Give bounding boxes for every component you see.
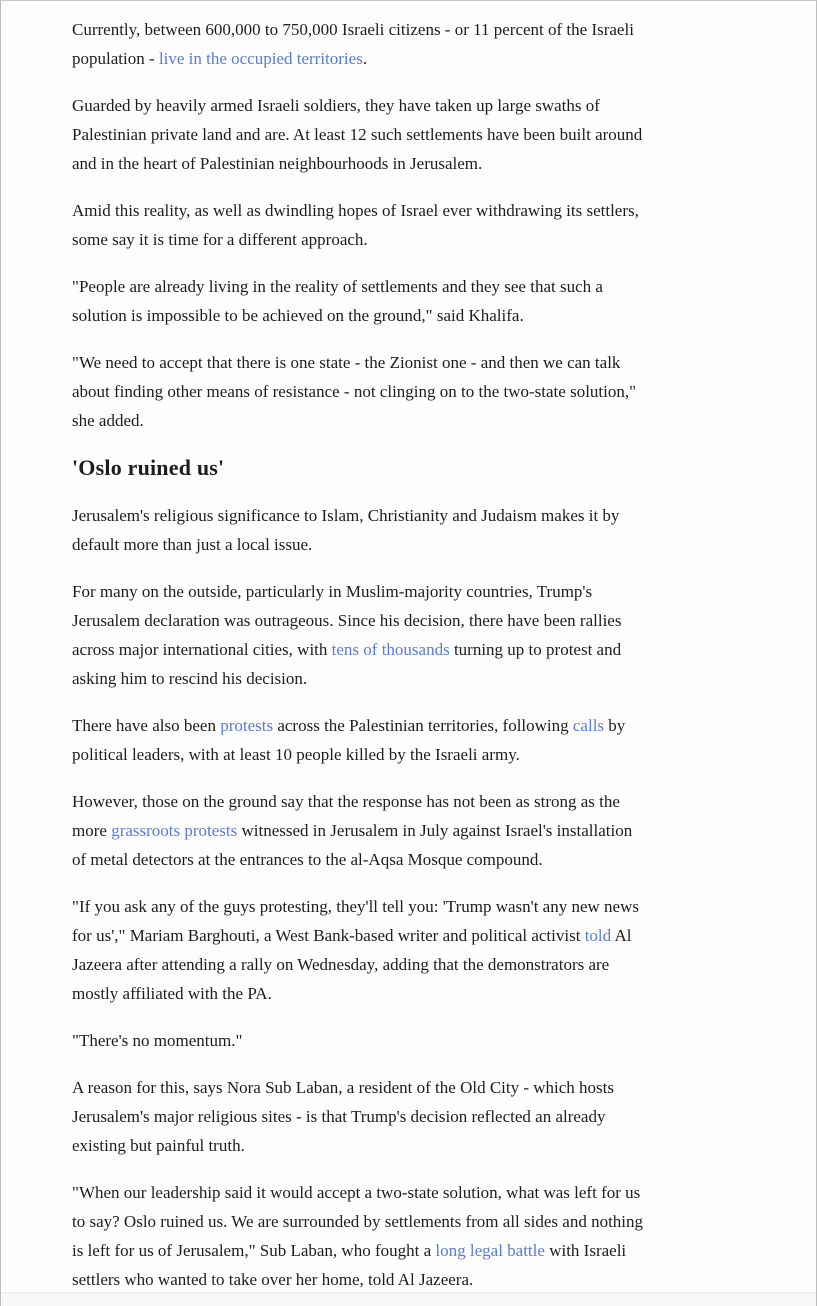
text-run: mostly affiliated with the PA. xyxy=(72,984,272,1003)
section-heading: 'Oslo ruined us' xyxy=(72,455,225,480)
inline-link[interactable]: protests xyxy=(220,716,274,735)
inline-link[interactable]: live in the occupied territories xyxy=(158,49,363,68)
paragraph xyxy=(72,892,816,1008)
text-line xyxy=(72,1102,816,1131)
text-run: settlers who wanted to take over her home, told Al Jazeera. xyxy=(72,1270,474,1289)
text-run: across major international cities, with xyxy=(72,640,332,659)
text-line xyxy=(72,1265,816,1294)
text-run: default more than just a local issue. xyxy=(72,535,313,554)
text-line xyxy=(72,1073,816,1102)
text-run: "If you ask any of the guys protesting, they'll tell you: 'Trump wasn't any new news xyxy=(72,897,639,916)
paragraph xyxy=(72,577,816,693)
text-line xyxy=(72,377,816,406)
text-run: by xyxy=(604,716,626,735)
text-line xyxy=(72,711,816,740)
text-line xyxy=(72,664,816,693)
text-run: political leaders, with at least 10 people killed by the Israeli army. xyxy=(72,745,520,764)
text-run: witnessed in Jerusalem in July against Israel's installation xyxy=(237,821,633,840)
text-line xyxy=(72,1131,816,1160)
text-line xyxy=(72,606,816,635)
text-line xyxy=(72,816,816,845)
text-line xyxy=(72,149,816,178)
text-run: some say it is time for a different approach. xyxy=(72,230,368,249)
text-run: Amid this reality, as well as dwindling hopes of Israel ever withdrawing its settlers, xyxy=(72,201,639,220)
paragraph xyxy=(72,196,816,254)
text-run: solution is impossible to be achieved on the ground," said Khalifa. xyxy=(72,306,524,325)
article-body xyxy=(1,1,816,1294)
text-run: she added. xyxy=(72,411,144,430)
paragraph xyxy=(72,787,816,874)
text-line xyxy=(72,272,816,301)
text-run: . xyxy=(362,49,368,68)
text-run: There have also been xyxy=(72,716,221,735)
text-run: Palestinian private land and are. At least 12 such settlements have been built around xyxy=(72,125,643,144)
text-run: population - xyxy=(72,49,159,68)
text-line xyxy=(72,950,816,979)
text-run: to say? Oslo ruined us. We are surrounded by settlements from all sides and nothing xyxy=(72,1212,644,1231)
text-run: "We need to accept that there is one state - the Zionist one - and then we can talk xyxy=(72,353,621,372)
text-run: Jerusalem's religious significance to Islam, Christianity and Judaism makes it by xyxy=(72,506,620,525)
text-run: about finding other means of resistance - not clinging on to the two-state solution," xyxy=(72,382,637,401)
inline-link[interactable]: tens of thousands xyxy=(331,640,450,659)
inline-link[interactable]: grassroots protests xyxy=(111,821,238,840)
text-run: Guarded by heavily armed Israeli soldiers, they have taken up large swaths of xyxy=(72,96,600,115)
text-line xyxy=(72,979,816,1008)
text-line xyxy=(72,196,816,225)
paragraph xyxy=(72,91,816,178)
paragraph xyxy=(72,501,816,559)
text-run: and in the heart of Palestinian neighbourhoods in Jerusalem. xyxy=(72,154,483,173)
text-line xyxy=(72,1236,816,1265)
text-run: turning up to protest and xyxy=(449,640,622,659)
text-run: for us'," Mariam Barghouti, a West Bank-based writer and political activist xyxy=(72,926,585,945)
paragraph xyxy=(72,1026,816,1055)
inline-link[interactable]: told xyxy=(584,926,612,945)
text-line xyxy=(72,530,816,559)
paragraph xyxy=(72,15,816,73)
text-run: of metal detectors at the entrances to the al-Aqsa Mosque compound. xyxy=(72,850,543,869)
text-line xyxy=(72,845,816,874)
text-run: "When our leadership said it would accept a two-state solution, what was left for us xyxy=(72,1183,641,1202)
paragraph xyxy=(72,711,816,769)
text-line xyxy=(72,740,816,769)
text-line xyxy=(72,348,816,377)
text-line xyxy=(72,577,816,606)
text-run: However, those on the ground say that the response has not been as strong as the xyxy=(72,792,620,811)
text-line xyxy=(72,1207,816,1236)
text-run: asking him to rescind his decision. xyxy=(72,669,308,688)
text-run: is left for us of Jerusalem," Sub Laban, who fought a xyxy=(72,1241,436,1260)
inline-link[interactable]: long legal battle xyxy=(435,1241,545,1260)
text-line xyxy=(72,1178,816,1207)
text-run: with Israeli xyxy=(544,1241,627,1260)
text-run: Al xyxy=(611,926,632,945)
text-run: "People are already living in the reality of settlements and they see that such a xyxy=(72,277,603,296)
text-line xyxy=(72,91,816,120)
text-run: Jazeera after attending a rally on Wednesday, adding that the demonstrators are xyxy=(72,955,610,974)
text-line xyxy=(72,406,816,435)
paragraph xyxy=(72,348,816,435)
text-run: Jerusalem's major religious sites - is that Trump's decision reflected an already xyxy=(72,1107,606,1126)
paragraph xyxy=(72,272,816,330)
text-line xyxy=(72,44,816,73)
page-bottom-strip xyxy=(1,1292,816,1306)
text-run: Currently, between 600,000 to 750,000 Israeli citizens - or 11 percent of the Israeli xyxy=(72,20,634,39)
text-line xyxy=(72,501,816,530)
text-run: more xyxy=(72,821,112,840)
text-run: For many on the outside, particularly in Muslim-majority countries, Trump's xyxy=(72,582,593,601)
text-run: across the Palestinian territories, following xyxy=(273,716,573,735)
text-line xyxy=(72,301,816,330)
text-line xyxy=(72,892,816,921)
text-line xyxy=(72,15,816,44)
inline-link[interactable]: calls xyxy=(572,716,605,735)
text-line xyxy=(72,921,816,950)
text-run: Jerusalem declaration was outrageous. Since his decision, there have been rallies xyxy=(72,611,622,630)
text-line xyxy=(72,1026,816,1055)
text-line xyxy=(72,635,816,664)
text-line xyxy=(72,787,816,816)
text-run: existing but painful truth. xyxy=(72,1136,245,1155)
paragraph xyxy=(72,1073,816,1160)
text-line xyxy=(72,225,816,254)
text-run: A reason for this, says Nora Sub Laban, a resident of the Old City - which hosts xyxy=(72,1078,615,1097)
text-run: "There's no momentum." xyxy=(72,1031,243,1050)
text-line xyxy=(72,120,816,149)
paragraph xyxy=(72,1178,816,1294)
